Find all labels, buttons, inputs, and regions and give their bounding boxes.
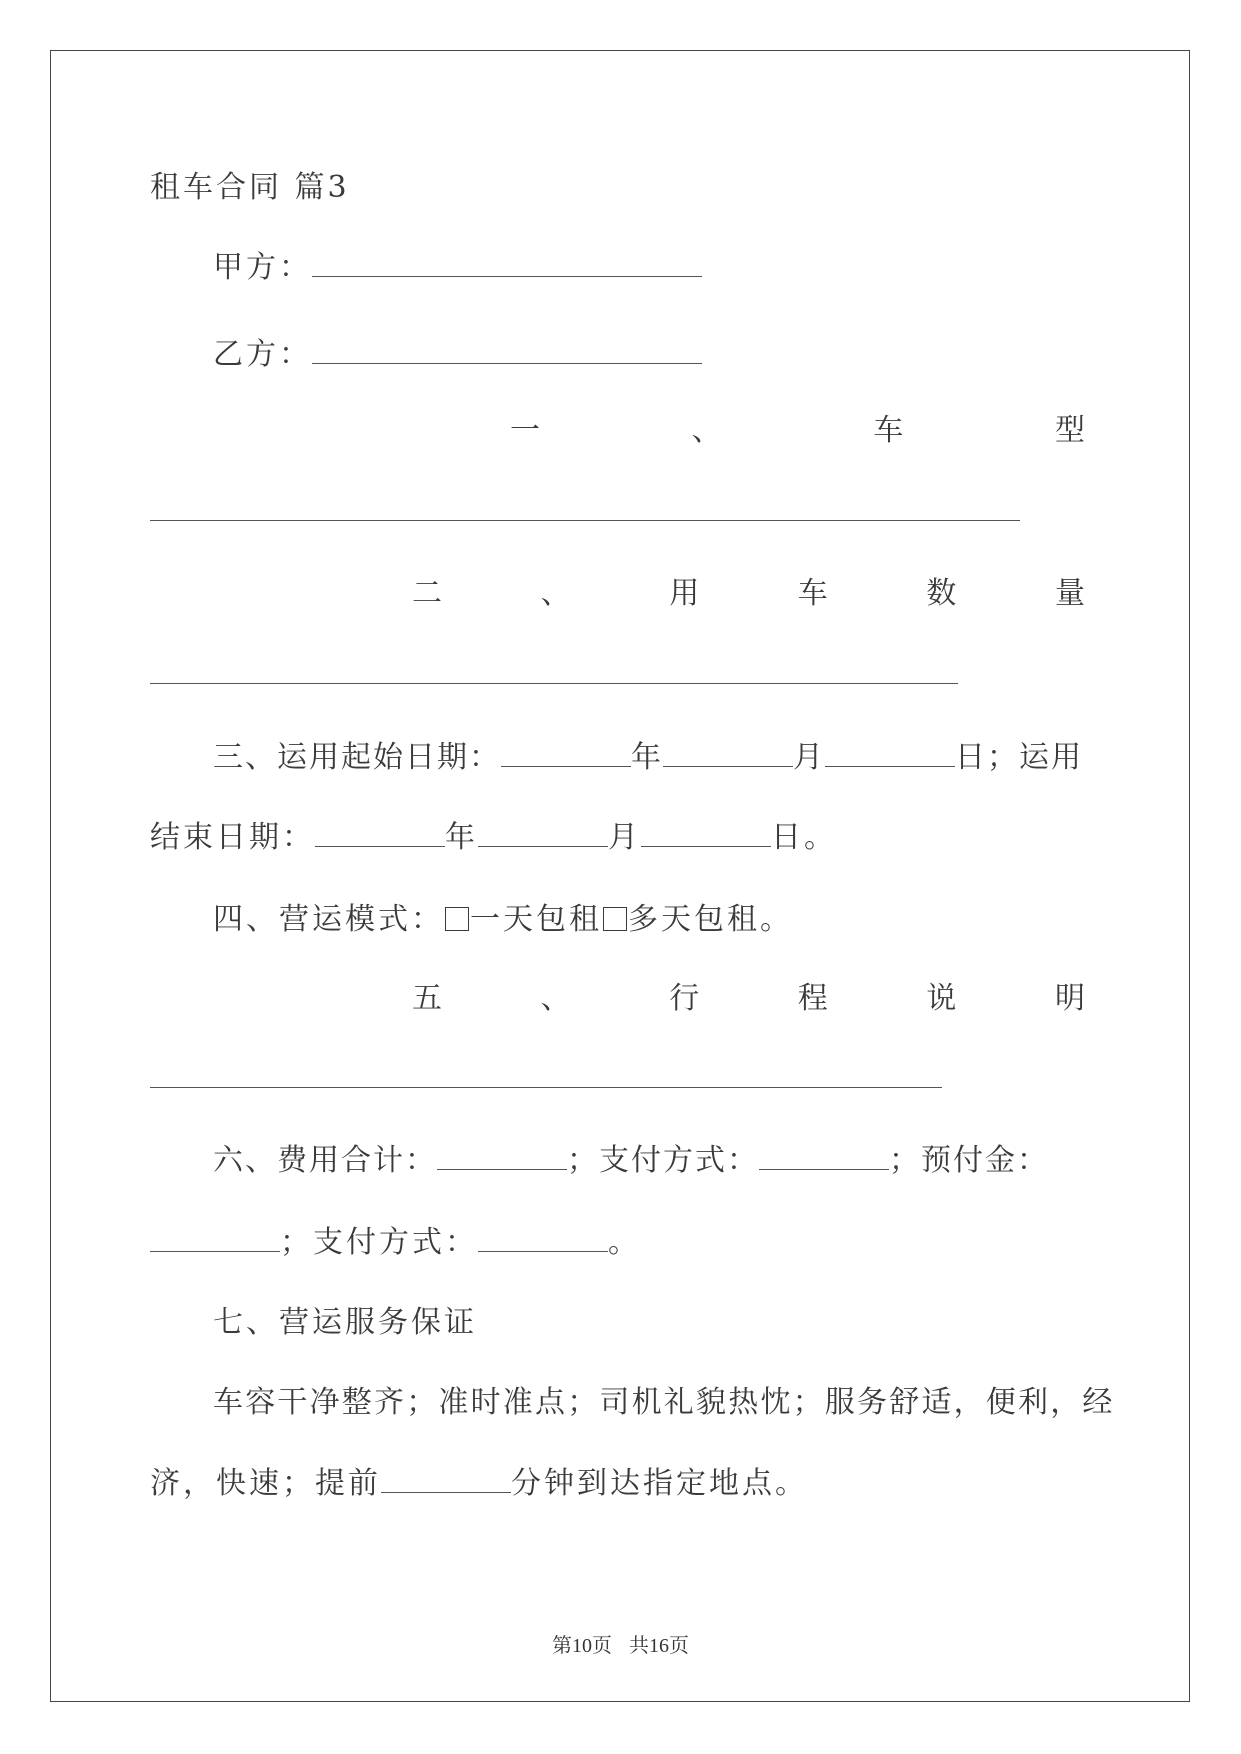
month-label: 月 (608, 820, 641, 855)
section-2-blank[interactable] (150, 683, 958, 684)
section-1-char: 一 (510, 413, 540, 448)
month-label: 月 (793, 740, 825, 775)
section-3-line-2 (150, 820, 837, 856)
total-cost-blank[interactable] (437, 1143, 567, 1170)
year-label: 年 (445, 820, 478, 855)
section-2-char: 车 (797, 576, 828, 611)
document-title: 租车合同 篇3 (150, 170, 350, 205)
one-day-checkbox[interactable] (445, 907, 469, 931)
section-2-char: 、 (540, 576, 571, 611)
section-6-label: 六、费用合计： (213, 1143, 437, 1178)
section-6-line-2 (150, 1225, 641, 1261)
page-number: 第10页 (552, 1635, 612, 1657)
section-5-char: 行 (669, 981, 700, 1016)
section-5-char: 说 (926, 981, 957, 1016)
section-1-char: 、 (691, 413, 722, 448)
section-3-label: 三、运用起始日期： (213, 740, 501, 775)
year-label: 年 (631, 740, 663, 775)
party-a-blank[interactable] (312, 250, 702, 277)
section-5-char: 明 (1054, 981, 1085, 1016)
day-label: 日。 (771, 820, 837, 855)
multi-day-checkbox[interactable] (603, 907, 627, 931)
prepayment-blank[interactable] (150, 1225, 280, 1252)
payment-method-label-2: ；支付方式： (280, 1225, 478, 1260)
section-3-line-1 (213, 740, 1083, 776)
party-a-label: 甲方： (213, 250, 312, 285)
section-1-char: 型 (1054, 413, 1085, 448)
start-day-blank[interactable] (825, 740, 955, 767)
section-7-body-2a: 济，快速；提前 (150, 1466, 381, 1501)
payment-method-label: ；支付方式： (567, 1143, 759, 1178)
section-1-heading (150, 413, 1085, 449)
page-total: 共16页 (629, 1635, 689, 1657)
end-day-blank[interactable] (641, 820, 771, 847)
payment-method-blank-2[interactable] (478, 1225, 608, 1252)
start-year-blank[interactable] (501, 740, 631, 767)
section-1-blank[interactable] (150, 520, 1020, 521)
section-3-cont-label: 结束日期： (150, 820, 315, 855)
page-footer (0, 1629, 1241, 1658)
payment-method-blank[interactable] (759, 1143, 889, 1170)
section-7-body-2b: 分钟到达指定地点。 (511, 1466, 808, 1501)
section-5-char: 五 (412, 981, 442, 1016)
section-2-char: 二 (412, 576, 442, 611)
section-5-blank[interactable] (150, 1087, 942, 1088)
party-b-label: 乙方： (213, 337, 312, 372)
arrival-minutes-blank[interactable] (381, 1466, 511, 1493)
section-7-body-2 (150, 1466, 808, 1502)
multi-day-option: 多天包租。 (628, 902, 793, 937)
section-5-char: 程 (797, 981, 828, 1016)
section-1-char: 车 (873, 413, 904, 448)
section-4-label: 四、营运模式： (213, 902, 444, 937)
section-2-char: 量 (1054, 576, 1085, 611)
section-6-end: 。 (608, 1225, 641, 1260)
section-7-title: 七、营运服务保证 (213, 1305, 477, 1340)
day-label: 日；运用 (955, 740, 1083, 775)
end-month-blank[interactable] (478, 820, 608, 847)
party-a-line (213, 250, 702, 286)
end-year-blank[interactable] (315, 820, 445, 847)
section-2-char: 数 (926, 576, 957, 611)
section-2-char: 用 (669, 576, 700, 611)
section-4-line (213, 902, 793, 938)
section-5-heading (150, 981, 1085, 1017)
party-b-blank[interactable] (312, 337, 702, 364)
section-2-heading (150, 576, 1085, 612)
party-b-line (213, 337, 702, 373)
one-day-option: 一天包租 (470, 902, 602, 937)
page-border (50, 50, 1190, 1702)
start-month-blank[interactable] (663, 740, 793, 767)
section-7-body-1: 车容干净整齐；准时准点；司机礼貌热忱；服务舒适，便利，经 (213, 1385, 1115, 1420)
prepayment-label: ；预付金： (889, 1143, 1049, 1178)
section-5-char: 、 (540, 981, 571, 1016)
section-6-line-1 (213, 1143, 1049, 1179)
